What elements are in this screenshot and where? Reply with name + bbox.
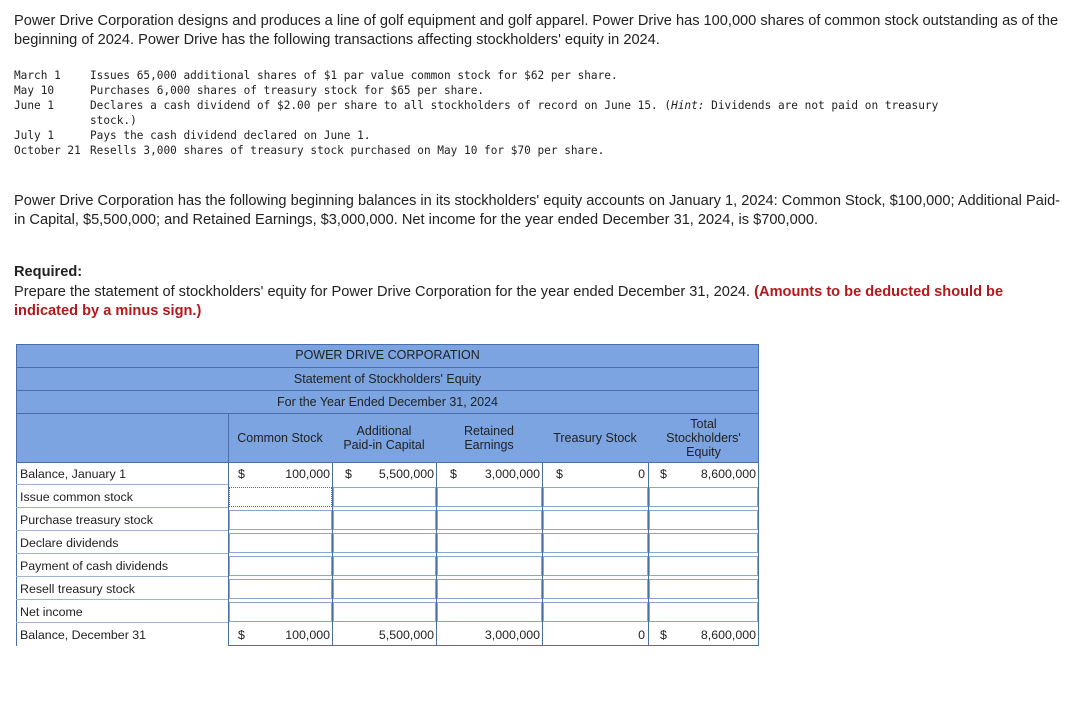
col-header-total: Total Stockholders' Equity bbox=[666, 417, 741, 459]
dollar-sign: $ bbox=[238, 628, 245, 642]
payment-dividends-re-input[interactable] bbox=[437, 556, 542, 576]
payment-dividends-common-input[interactable] bbox=[229, 556, 332, 576]
purchase-treasury-re-input[interactable] bbox=[437, 510, 542, 530]
declare-dividends-treasury-input[interactable] bbox=[543, 533, 648, 553]
minus-sign-note: (Amounts to be deducted should be indicated by a minus sign.) bbox=[14, 284, 1004, 319]
purchase-treasury-treasury-input[interactable] bbox=[543, 510, 648, 530]
purchase-treasury-apic-input[interactable] bbox=[333, 510, 436, 530]
resell-treasury-common-input[interactable] bbox=[229, 579, 332, 599]
required-instruction: Prepare the statement of stockholders' equity for Power Drive Corporation for the year ended December 31, 2024. bbox=[14, 284, 755, 300]
opening-apic: 5,500,000 bbox=[378, 467, 434, 481]
declare-dividends-total-input[interactable] bbox=[649, 533, 758, 553]
dollar-sign: $ bbox=[450, 467, 457, 481]
company-name: POWER DRIVE CORPORATION bbox=[295, 348, 480, 362]
col-header-common-stock: Common Stock bbox=[237, 431, 323, 445]
payment-dividends-total-input[interactable] bbox=[649, 556, 758, 576]
transaction-date: June 1 bbox=[14, 99, 55, 112]
statement-title: Statement of Stockholders' Equity bbox=[293, 372, 482, 386]
dollar-sign: $ bbox=[660, 467, 667, 481]
opening-common: 100,000 bbox=[285, 467, 330, 481]
closing-common: 100,000 bbox=[285, 628, 330, 642]
resell-treasury-re-input[interactable] bbox=[437, 579, 542, 599]
net-income-treasury-input[interactable] bbox=[543, 602, 648, 622]
transaction-row bbox=[14, 83, 940, 98]
closing-treasury: 0 bbox=[638, 628, 645, 642]
resell-treasury-treasury-input[interactable] bbox=[543, 579, 648, 599]
payment-dividends-apic-input[interactable] bbox=[333, 556, 436, 576]
resell-treasury-apic-input[interactable] bbox=[333, 579, 436, 599]
transaction-date: March 1 bbox=[14, 69, 61, 82]
declare-dividends-apic-input[interactable] bbox=[333, 533, 436, 553]
col-header-treasury-stock: Treasury Stock bbox=[553, 431, 637, 445]
col-header-apic: Additional Paid-in Capital bbox=[343, 424, 425, 452]
transaction-text: Resells 3,000 shares of treasury stock purchased on May 10 for $70 per share. bbox=[90, 144, 605, 157]
statement-period: For the Year Ended December 31, 2024 bbox=[277, 395, 498, 409]
dollar-sign: $ bbox=[238, 467, 245, 481]
row-label-balance-dec: Balance, December 31 bbox=[20, 628, 147, 642]
dollar-sign: $ bbox=[345, 467, 352, 481]
resell-treasury-total-input[interactable] bbox=[649, 579, 758, 599]
transaction-text-wrap bbox=[90, 98, 940, 128]
transaction-row bbox=[14, 128, 940, 143]
issue-common-common-input[interactable] bbox=[229, 487, 332, 507]
row-label-net-income: Net income bbox=[16, 601, 228, 623]
transaction-date: May 10 bbox=[14, 84, 55, 97]
row-label-resell-treasury: Resell treasury stock bbox=[16, 578, 228, 600]
issue-common-total-input[interactable] bbox=[649, 487, 758, 507]
row-label-payment-dividends: Payment of cash dividends bbox=[16, 555, 228, 577]
row-label-declare-dividends: Declare dividends bbox=[16, 532, 228, 554]
declare-dividends-common-input[interactable] bbox=[229, 533, 332, 553]
transaction-text-after: Dividends are not paid on treasury stock.) bbox=[90, 99, 939, 127]
transaction-text: Purchases 6,000 shares of treasury stock for $65 per share. bbox=[90, 84, 485, 97]
issue-common-apic-input[interactable] bbox=[333, 487, 436, 507]
transaction-text: Declares a cash dividend of $2.00 per share to all stockholders of record on June 15. ( bbox=[90, 99, 672, 112]
transaction-date: July 1 bbox=[14, 129, 55, 142]
issue-common-treasury-input[interactable] bbox=[543, 487, 648, 507]
required-text bbox=[14, 283, 1064, 321]
closing-retained-earnings: 3,000,000 bbox=[484, 628, 540, 642]
net-income-re-input[interactable] bbox=[437, 602, 542, 622]
closing-total: 8,600,000 bbox=[700, 628, 756, 642]
net-income-total-input[interactable] bbox=[649, 602, 758, 622]
opening-treasury: 0 bbox=[638, 467, 645, 481]
transaction-text: Pays the cash dividend declared on June 1. bbox=[90, 129, 371, 142]
transaction-text: Issues 65,000 additional shares of $1 par value common stock for $62 per share. bbox=[90, 69, 618, 82]
row-label-balance-jan: Balance, January 1 bbox=[16, 463, 228, 485]
row-label-purchase-treasury: Purchase treasury stock bbox=[16, 509, 228, 531]
declare-dividends-re-input[interactable] bbox=[437, 533, 542, 553]
row-label-issue-common: Issue common stock bbox=[16, 486, 228, 508]
payment-dividends-treasury-input[interactable] bbox=[543, 556, 648, 576]
hint-label: Hint: bbox=[671, 99, 705, 112]
transaction-date: October 21 bbox=[14, 144, 81, 157]
divider bbox=[758, 462, 759, 646]
purchase-treasury-common-input[interactable] bbox=[229, 510, 332, 530]
intro-text: Power Drive Corporation designs and produces a line of golf equipment and golf apparel. Power Drive has 100,000 shares of common stock outstanding as of the beginning of 2024. Power Drive has the following transactions affecting stockholders' equity in 2024. bbox=[14, 13, 1059, 48]
issue-common-re-input[interactable] bbox=[437, 487, 542, 507]
opening-retained-earnings: 3,000,000 bbox=[484, 467, 540, 481]
net-income-common-input[interactable] bbox=[229, 602, 332, 622]
transaction-row bbox=[14, 98, 940, 128]
statement-table bbox=[16, 344, 760, 646]
dollar-sign: $ bbox=[556, 467, 563, 481]
transaction-row bbox=[14, 68, 940, 83]
closing-apic: 5,500,000 bbox=[378, 628, 434, 642]
col-header-retained-earnings: Retained Earnings bbox=[463, 424, 515, 452]
required-heading: Required: bbox=[14, 264, 83, 280]
net-income-apic-input[interactable] bbox=[333, 602, 436, 622]
balances-text: Power Drive Corporation has the following beginning balances in its stockholders' equity accounts on January 1, 2024: Common Stock, $100,000; Additional Paid-in Capital, $5,500,000; and Retained Earnings, $3,000,000. Net income for the year ended December 31, 2024, is $700,000. bbox=[14, 193, 1061, 228]
purchase-treasury-total-input[interactable] bbox=[649, 510, 758, 530]
dollar-sign: $ bbox=[660, 628, 667, 642]
opening-total: 8,600,000 bbox=[700, 467, 756, 481]
transaction-list bbox=[14, 68, 940, 158]
transaction-row bbox=[14, 143, 940, 158]
